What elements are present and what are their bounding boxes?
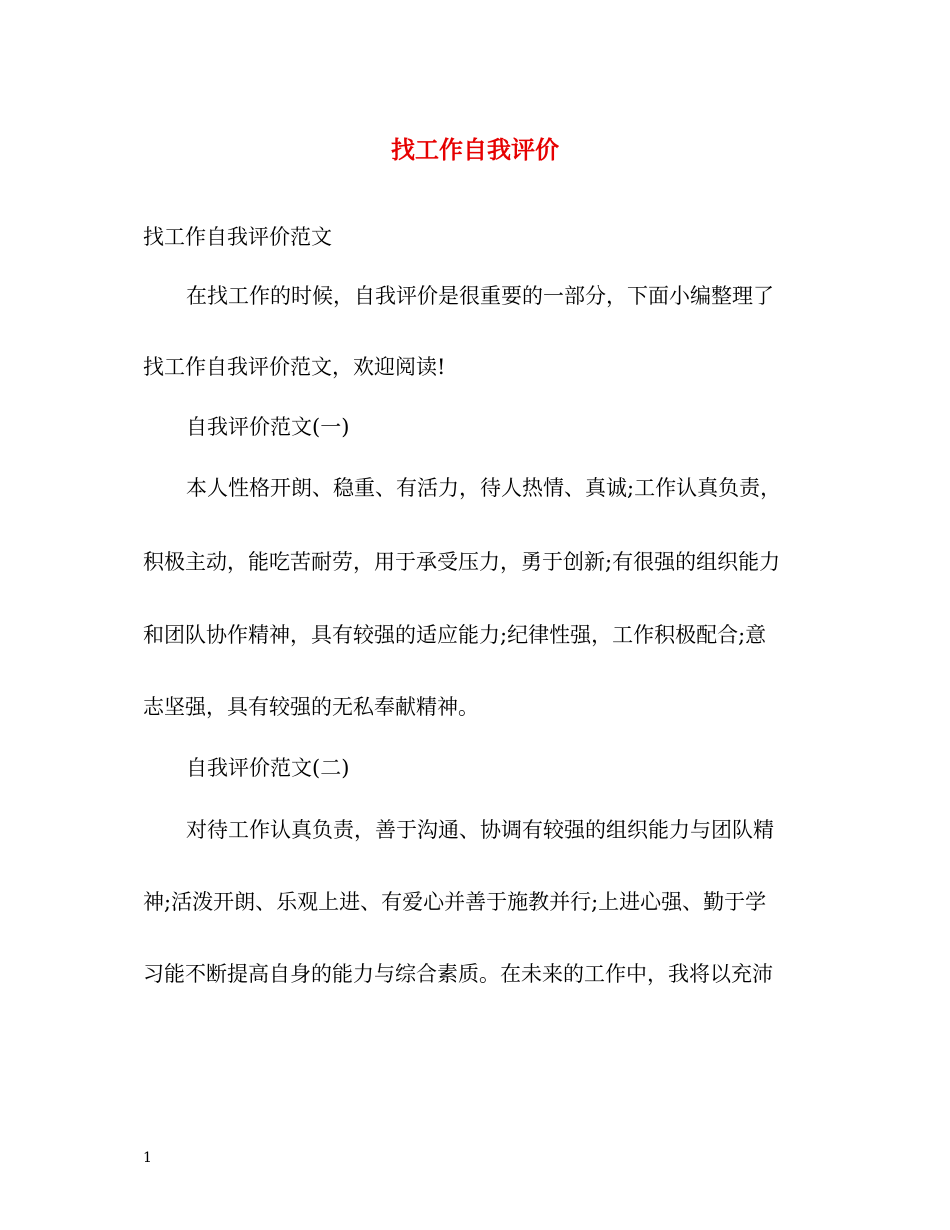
document-title: 找工作自我评价: [391, 135, 559, 164]
page-number: 1: [143, 1150, 152, 1166]
subsection-heading: 自我评价范文(一): [186, 415, 350, 439]
paragraph-line: 积极主动，能吃苦耐劳，用于承受压力，勇于创新;有很强的组织能力: [143, 550, 781, 574]
paragraph-line: 对待工作认真负责，善于沟通、协调有较强的组织能力与团队精: [186, 818, 774, 842]
paragraph-line: 本人性格开朗、稳重、有活力，待人热情、真诚;工作认真负责，: [186, 476, 782, 500]
paragraph-line: 和团队协作精神，具有较强的适应能力;纪律性强，工作积极配合;意: [143, 623, 767, 647]
subsection-heading: 自我评价范文(二): [186, 756, 350, 780]
paragraph-line: 习能不断提高自身的能力与综合素质。在未来的工作中，我将以充沛: [143, 962, 773, 986]
paragraph-line: 志坚强，具有较强的无私奉献精神。: [143, 695, 479, 719]
paragraph-line: 在找工作的时候，自我评价是很重要的一部分，下面小编整理了: [186, 284, 774, 308]
paragraph-line: 找工作自我评价范文，欢迎阅读!: [143, 355, 446, 379]
section-heading: 找工作自我评价范文: [143, 225, 332, 249]
paragraph-line: 神;活泼开朗、乐观上进、有爱心并善于施教并行;上进心强、勤于学: [143, 890, 767, 914]
